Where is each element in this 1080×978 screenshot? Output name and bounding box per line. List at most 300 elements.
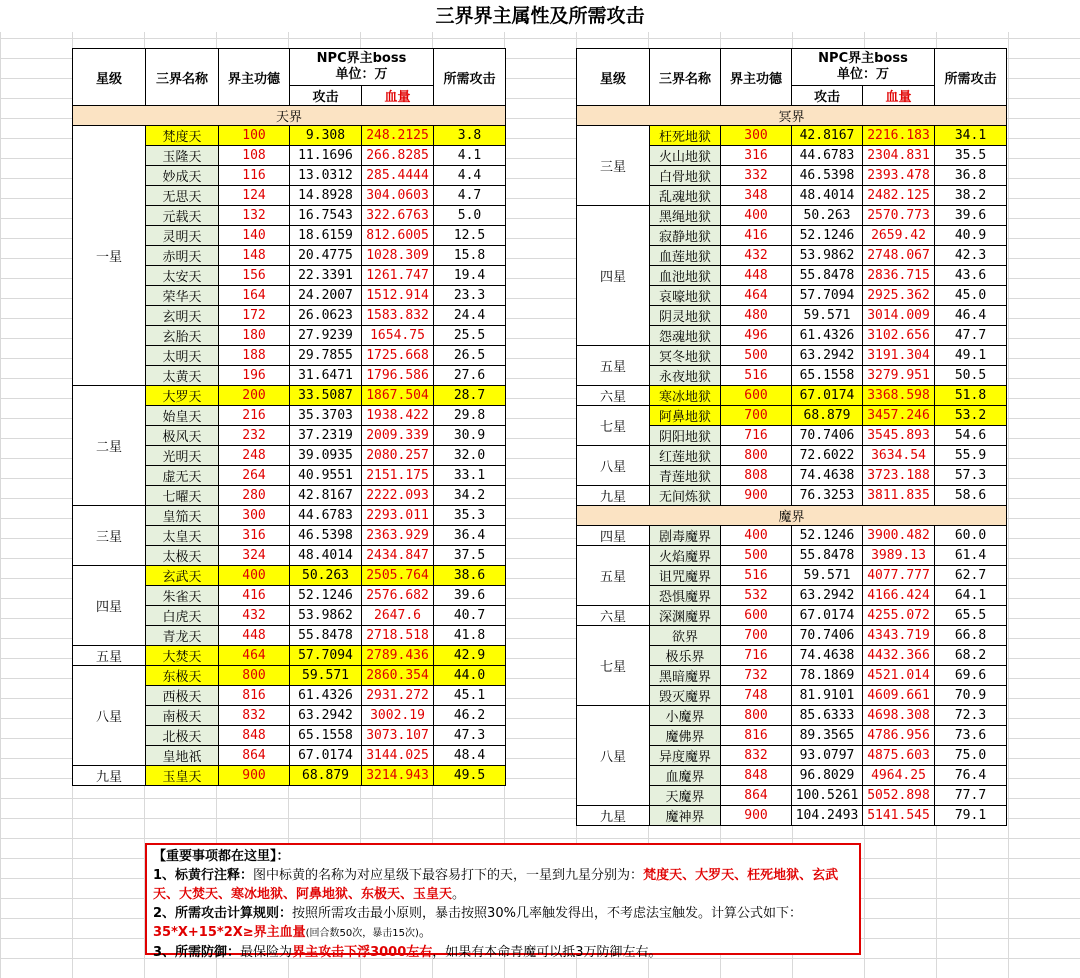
header-merit: 界主功德 [721, 49, 792, 106]
section-title: 冥界 [577, 106, 1007, 126]
merit-cell: 516 [721, 566, 792, 586]
table-row [577, 386, 1007, 406]
need-attack-cell: 55.9 [935, 446, 1007, 466]
merit-cell: 316 [219, 526, 290, 546]
realm-name-cell: 光明天 [146, 446, 219, 466]
realm-name-cell: 火山地狱 [650, 146, 721, 166]
need-attack-cell: 73.6 [935, 726, 1007, 746]
star-level-cell: 八星 [577, 446, 650, 486]
merit-cell: 832 [219, 706, 290, 726]
realm-name-cell: 冥冬地狱 [650, 346, 721, 366]
realm-name-cell: 大焚天 [146, 646, 219, 666]
realm-name-cell: 乱魂地狱 [650, 186, 721, 206]
attack-cell: 11.1696 [290, 146, 362, 166]
merit-cell: 600 [721, 606, 792, 626]
header-star: 星级 [73, 49, 146, 106]
need-attack-cell: 36.4 [434, 526, 506, 546]
attack-cell: 59.571 [792, 306, 863, 326]
realm-name-cell: 朱雀天 [146, 586, 219, 606]
table-row [577, 486, 1007, 506]
hp-cell: 2482.125 [863, 186, 935, 206]
note-2-small: (回合数50次，暴击15次) [305, 928, 419, 939]
need-attack-cell: 38.2 [935, 186, 1007, 206]
hp-cell: 2216.183 [863, 126, 935, 146]
hp-cell: 3900.482 [863, 526, 935, 546]
realm-name-cell: 魔佛界 [650, 726, 721, 746]
need-attack-cell: 49.5 [434, 766, 506, 786]
note-3 [153, 943, 853, 962]
hp-cell: 266.8285 [362, 146, 434, 166]
attack-cell: 63.2942 [792, 586, 863, 606]
attack-cell: 57.7094 [290, 646, 362, 666]
hp-cell: 3634.54 [863, 446, 935, 466]
attack-cell: 44.6783 [290, 506, 362, 526]
realm-name-cell: 毁灭魔界 [650, 686, 721, 706]
star-level-cell: 九星 [577, 486, 650, 506]
note-3-highlight: 界主攻击下浮3000左右 [292, 945, 433, 960]
attack-cell: 18.6159 [290, 226, 362, 246]
merit-cell: 532 [721, 586, 792, 606]
realm-name-cell: 东极天 [146, 666, 219, 686]
hp-cell: 2293.011 [362, 506, 434, 526]
header-attack: 攻击 [290, 86, 362, 106]
attack-cell: 63.2942 [792, 346, 863, 366]
table-row [577, 546, 1007, 566]
merit-cell: 700 [721, 406, 792, 426]
need-attack-cell: 48.4 [434, 746, 506, 766]
need-attack-cell: 24.4 [434, 306, 506, 326]
need-attack-cell: 40.9 [935, 226, 1007, 246]
realm-name-cell: 阴灵地狱 [650, 306, 721, 326]
realm-name-cell: 剧毒魔界 [650, 526, 721, 546]
merit-cell: 816 [721, 726, 792, 746]
note-2-text: 按照所需攻击最小原则，暴击按照30%几率触发得出，不考虑法宝触发。计算公式如下： [292, 906, 802, 921]
hp-cell: 2647.6 [362, 606, 434, 626]
merit-cell: 156 [219, 266, 290, 286]
hp-cell: 2505.764 [362, 566, 434, 586]
hp-cell: 1261.747 [362, 266, 434, 286]
star-level-cell: 五星 [73, 646, 146, 666]
note-2-label: 2、所需攻击计算规则： [153, 906, 293, 921]
realm-name-cell: 怨魂地狱 [650, 326, 721, 346]
attack-cell: 55.8478 [792, 546, 863, 566]
realm-name-cell: 荣华天 [146, 286, 219, 306]
star-level-cell: 七星 [577, 406, 650, 446]
need-attack-cell: 57.3 [935, 466, 1007, 486]
header-merit: 界主功德 [219, 49, 290, 106]
attack-cell: 59.571 [792, 566, 863, 586]
star-level-cell: 四星 [73, 566, 146, 646]
hp-cell: 248.2125 [362, 126, 434, 146]
merit-cell: 316 [721, 146, 792, 166]
realm-name-cell: 始皇天 [146, 406, 219, 426]
realm-name-cell: 火焰魔界 [650, 546, 721, 566]
hp-cell: 2931.272 [362, 686, 434, 706]
merit-cell: 864 [219, 746, 290, 766]
merit-cell: 448 [219, 626, 290, 646]
need-attack-cell: 40.7 [434, 606, 506, 626]
attack-cell: 29.7855 [290, 346, 362, 366]
realm-name-cell: 血莲地狱 [650, 246, 721, 266]
realm-name-cell: 白骨地狱 [650, 166, 721, 186]
merit-cell: 248 [219, 446, 290, 466]
realm-name-cell: 黑暗魔界 [650, 666, 721, 686]
attack-cell: 22.3391 [290, 266, 362, 286]
need-attack-cell: 72.3 [935, 706, 1007, 726]
need-attack-cell: 35.3 [434, 506, 506, 526]
attack-cell: 61.4326 [792, 326, 863, 346]
attack-cell: 24.2007 [290, 286, 362, 306]
hp-cell: 2718.518 [362, 626, 434, 646]
realm-name-cell: 大罗天 [146, 386, 219, 406]
attack-cell: 67.0174 [290, 746, 362, 766]
hp-cell: 285.4444 [362, 166, 434, 186]
merit-cell: 188 [219, 346, 290, 366]
attack-cell: 59.571 [290, 666, 362, 686]
need-attack-cell: 53.2 [935, 406, 1007, 426]
realm-name-cell: 太皇天 [146, 526, 219, 546]
merit-cell: 172 [219, 306, 290, 326]
realm-name-cell: 太黄天 [146, 366, 219, 386]
merit-cell: 148 [219, 246, 290, 266]
need-attack-cell: 4.4 [434, 166, 506, 186]
star-level-cell: 三星 [577, 126, 650, 206]
star-level-cell: 六星 [577, 606, 650, 626]
merit-cell: 732 [721, 666, 792, 686]
realm-name-cell: 西极天 [146, 686, 219, 706]
attack-cell: 50.263 [290, 566, 362, 586]
realm-name-cell: 阿鼻地狱 [650, 406, 721, 426]
hp-cell: 4432.366 [863, 646, 935, 666]
need-attack-cell: 66.8 [935, 626, 1007, 646]
need-attack-cell: 47.7 [935, 326, 1007, 346]
table-row [577, 346, 1007, 366]
section-title: 魔界 [577, 506, 1007, 526]
table-row [73, 386, 506, 406]
need-attack-cell: 34.1 [935, 126, 1007, 146]
realm-name-cell: 阴阳地狱 [650, 426, 721, 446]
header-hp: 血量 [362, 86, 434, 106]
table-row [73, 646, 506, 666]
star-level-cell: 八星 [73, 666, 146, 766]
merit-cell: 100 [219, 126, 290, 146]
note-2-end: 。 [418, 925, 432, 940]
attack-cell: 67.0174 [792, 606, 863, 626]
need-attack-cell: 12.5 [434, 226, 506, 246]
header-star: 星级 [577, 49, 650, 106]
hp-cell: 3279.951 [863, 366, 935, 386]
merit-cell: 900 [219, 766, 290, 786]
hp-cell: 3214.943 [362, 766, 434, 786]
realm-name-cell: 七曜天 [146, 486, 219, 506]
header-boss [290, 49, 434, 86]
realm-name-cell: 皇地祇 [146, 746, 219, 766]
merit-cell: 716 [721, 646, 792, 666]
note-3-end: ，如果有本命青魔可以抵3万防御左右。 [432, 945, 662, 960]
merit-cell: 216 [219, 406, 290, 426]
need-attack-cell: 69.6 [935, 666, 1007, 686]
table-row [73, 766, 506, 786]
need-attack-cell: 25.5 [434, 326, 506, 346]
need-attack-cell: 75.0 [935, 746, 1007, 766]
attack-cell: 33.5087 [290, 386, 362, 406]
star-level-cell: 九星 [577, 806, 650, 826]
attack-cell: 20.4775 [290, 246, 362, 266]
merit-cell: 140 [219, 226, 290, 246]
hp-cell: 1512.914 [362, 286, 434, 306]
need-attack-cell: 50.5 [935, 366, 1007, 386]
note-1-end: 。 [452, 887, 466, 902]
attack-cell: 55.8478 [290, 626, 362, 646]
realm-name-cell: 无思天 [146, 186, 219, 206]
realm-name-cell: 哀嚎地狱 [650, 286, 721, 306]
realm-name-cell: 恐惧魔界 [650, 586, 721, 606]
notes-box [145, 843, 861, 960]
merit-cell: 164 [219, 286, 290, 306]
attack-cell: 63.2942 [290, 706, 362, 726]
table-row [73, 666, 506, 686]
table-row [577, 626, 1007, 646]
realm-name-cell: 枉死地狱 [650, 126, 721, 146]
realm-name-cell: 永夜地狱 [650, 366, 721, 386]
hp-cell: 3811.835 [863, 486, 935, 506]
merit-cell: 400 [721, 206, 792, 226]
realm-name-cell: 玉隆天 [146, 146, 219, 166]
attack-cell: 89.3565 [792, 726, 863, 746]
attack-cell: 50.263 [792, 206, 863, 226]
need-attack-cell: 46.4 [935, 306, 1007, 326]
star-level-cell: 三星 [73, 506, 146, 566]
realm-name-cell: 妙成天 [146, 166, 219, 186]
header-need: 所需攻击 [935, 49, 1007, 106]
merit-cell: 480 [721, 306, 792, 326]
need-attack-cell: 39.6 [935, 206, 1007, 226]
attack-cell: 40.9551 [290, 466, 362, 486]
hp-cell: 4875.603 [863, 746, 935, 766]
table-row [73, 566, 506, 586]
merit-cell: 800 [721, 446, 792, 466]
need-attack-cell: 38.6 [434, 566, 506, 586]
hp-cell: 3457.246 [863, 406, 935, 426]
realm-name-cell: 血魔界 [650, 766, 721, 786]
merit-cell: 416 [721, 226, 792, 246]
realm-name-cell: 异度魔界 [650, 746, 721, 766]
hp-cell: 304.0603 [362, 186, 434, 206]
attack-cell: 42.8167 [290, 486, 362, 506]
need-attack-cell: 26.5 [434, 346, 506, 366]
header-boss [792, 49, 935, 86]
need-attack-cell: 29.8 [434, 406, 506, 426]
need-attack-cell: 77.7 [935, 786, 1007, 806]
realm-name-cell: 青莲地狱 [650, 466, 721, 486]
merit-cell: 496 [721, 326, 792, 346]
hp-cell: 4343.719 [863, 626, 935, 646]
realm-name-cell: 小魔界 [650, 706, 721, 726]
merit-cell: 200 [219, 386, 290, 406]
hp-cell: 2860.354 [362, 666, 434, 686]
merit-cell: 748 [721, 686, 792, 706]
table-row [577, 206, 1007, 226]
need-attack-cell: 45.0 [935, 286, 1007, 306]
hp-cell: 2363.929 [362, 526, 434, 546]
hp-cell: 3002.19 [362, 706, 434, 726]
need-attack-cell: 58.6 [935, 486, 1007, 506]
note-3-text: 最保险为 [240, 945, 293, 960]
hp-cell: 3144.025 [362, 746, 434, 766]
hp-cell: 2304.831 [863, 146, 935, 166]
realm-name-cell: 寂静地狱 [650, 226, 721, 246]
star-level-cell: 六星 [577, 386, 650, 406]
realm-name-cell: 天魔界 [650, 786, 721, 806]
hp-cell: 812.6005 [362, 226, 434, 246]
realm-name-cell: 梵度天 [146, 126, 219, 146]
need-attack-cell: 30.9 [434, 426, 506, 446]
attack-cell: 27.9239 [290, 326, 362, 346]
attack-cell: 74.4638 [792, 466, 863, 486]
merit-cell: 716 [721, 426, 792, 446]
note-1-text: 图中标黄的名称为对应星级下最容易打下的天，一星到九星分别为： [253, 868, 644, 883]
star-level-cell: 八星 [577, 706, 650, 806]
hp-cell: 2576.682 [362, 586, 434, 606]
realm-name-cell: 极乐界 [650, 646, 721, 666]
note-1-highlight: 梵度天、大罗天、枉死地狱、玄武天、大焚天、寒冰地狱、阿鼻地狱、东极天、玉皇天 [153, 868, 839, 902]
merit-cell: 900 [721, 806, 792, 826]
need-attack-cell: 46.2 [434, 706, 506, 726]
need-attack-cell: 39.6 [434, 586, 506, 606]
merit-cell: 864 [721, 786, 792, 806]
realm-name-cell: 欲界 [650, 626, 721, 646]
hp-cell: 1583.832 [362, 306, 434, 326]
section-row [73, 106, 506, 126]
need-attack-cell: 43.6 [935, 266, 1007, 286]
realm-name-cell: 太明天 [146, 346, 219, 366]
need-attack-cell: 23.3 [434, 286, 506, 306]
realm-name-cell: 北极天 [146, 726, 219, 746]
realm-name-cell: 灵明天 [146, 226, 219, 246]
note-3-label: 3、所需防御： [153, 945, 241, 960]
need-attack-cell: 68.2 [935, 646, 1007, 666]
hp-cell: 3368.598 [863, 386, 935, 406]
header-attack: 攻击 [792, 86, 863, 106]
hp-cell: 1938.422 [362, 406, 434, 426]
right-table [576, 48, 1007, 826]
merit-cell: 900 [721, 486, 792, 506]
section-row [577, 506, 1007, 526]
merit-cell: 400 [219, 566, 290, 586]
attack-cell: 68.879 [792, 406, 863, 426]
hp-cell: 2570.773 [863, 206, 935, 226]
hp-cell: 3073.107 [362, 726, 434, 746]
realm-name-cell: 玄武天 [146, 566, 219, 586]
hp-cell: 2789.436 [362, 646, 434, 666]
need-attack-cell: 41.8 [434, 626, 506, 646]
need-attack-cell: 62.7 [935, 566, 1007, 586]
hp-cell: 3014.009 [863, 306, 935, 326]
attack-cell: 13.0312 [290, 166, 362, 186]
attack-cell: 48.4014 [290, 546, 362, 566]
attack-cell: 53.9862 [792, 246, 863, 266]
merit-cell: 448 [721, 266, 792, 286]
realm-name-cell: 南极天 [146, 706, 219, 726]
hp-cell: 4255.072 [863, 606, 935, 626]
realm-name-cell: 寒冰地狱 [650, 386, 721, 406]
need-attack-cell: 28.7 [434, 386, 506, 406]
attack-cell: 70.7406 [792, 426, 863, 446]
merit-cell: 800 [219, 666, 290, 686]
need-attack-cell: 32.0 [434, 446, 506, 466]
realm-name-cell: 诅咒魔界 [650, 566, 721, 586]
realm-name-cell: 玄胎天 [146, 326, 219, 346]
realm-name-cell: 无间炼狱 [650, 486, 721, 506]
merit-cell: 848 [721, 766, 792, 786]
merit-cell: 700 [721, 626, 792, 646]
star-level-cell: 四星 [577, 526, 650, 546]
attack-cell: 93.0797 [792, 746, 863, 766]
need-attack-cell: 19.4 [434, 266, 506, 286]
hp-cell: 1867.504 [362, 386, 434, 406]
need-attack-cell: 76.4 [935, 766, 1007, 786]
hp-cell: 1654.75 [362, 326, 434, 346]
need-attack-cell: 27.6 [434, 366, 506, 386]
hp-cell: 2080.257 [362, 446, 434, 466]
attack-cell: 9.308 [290, 126, 362, 146]
header-boss-line1: NPC界主boss [818, 51, 908, 66]
hp-cell: 2434.847 [362, 546, 434, 566]
need-attack-cell: 54.6 [935, 426, 1007, 446]
need-attack-cell: 5.0 [434, 206, 506, 226]
hp-cell: 3191.304 [863, 346, 935, 366]
merit-cell: 400 [721, 526, 792, 546]
merit-cell: 300 [721, 126, 792, 146]
realm-name-cell: 极风天 [146, 426, 219, 446]
merit-cell: 324 [219, 546, 290, 566]
attack-cell: 31.6471 [290, 366, 362, 386]
hp-cell: 2393.478 [863, 166, 935, 186]
attack-cell: 96.8029 [792, 766, 863, 786]
attack-cell: 39.0935 [290, 446, 362, 466]
realm-name-cell: 红莲地狱 [650, 446, 721, 466]
merit-cell: 332 [721, 166, 792, 186]
need-attack-cell: 64.1 [935, 586, 1007, 606]
hp-cell: 4786.956 [863, 726, 935, 746]
realm-name-cell: 皇笳天 [146, 506, 219, 526]
attack-cell: 42.8167 [792, 126, 863, 146]
hp-cell: 4609.661 [863, 686, 935, 706]
hp-cell: 2009.339 [362, 426, 434, 446]
hp-cell: 2925.362 [863, 286, 935, 306]
attack-cell: 81.9101 [792, 686, 863, 706]
realm-name-cell: 玉皇天 [146, 766, 219, 786]
star-level-cell: 四星 [577, 206, 650, 346]
realm-name-cell: 血池地狱 [650, 266, 721, 286]
hp-cell: 322.6763 [362, 206, 434, 226]
attack-cell: 53.9862 [290, 606, 362, 626]
attack-cell: 74.4638 [792, 646, 863, 666]
attack-cell: 104.2493 [792, 806, 863, 826]
section-row [577, 106, 1007, 126]
merit-cell: 432 [721, 246, 792, 266]
table-row [577, 806, 1007, 826]
hp-cell: 4521.014 [863, 666, 935, 686]
hp-cell: 2836.715 [863, 266, 935, 286]
realm-name-cell: 魔神界 [650, 806, 721, 826]
realm-name-cell: 深渊魔界 [650, 606, 721, 626]
merit-cell: 196 [219, 366, 290, 386]
hp-cell: 2748.067 [863, 246, 935, 266]
merit-cell: 132 [219, 206, 290, 226]
header-name: 三界名称 [650, 49, 721, 106]
notes-heading: 【重要事项都在这里】： [153, 849, 290, 864]
